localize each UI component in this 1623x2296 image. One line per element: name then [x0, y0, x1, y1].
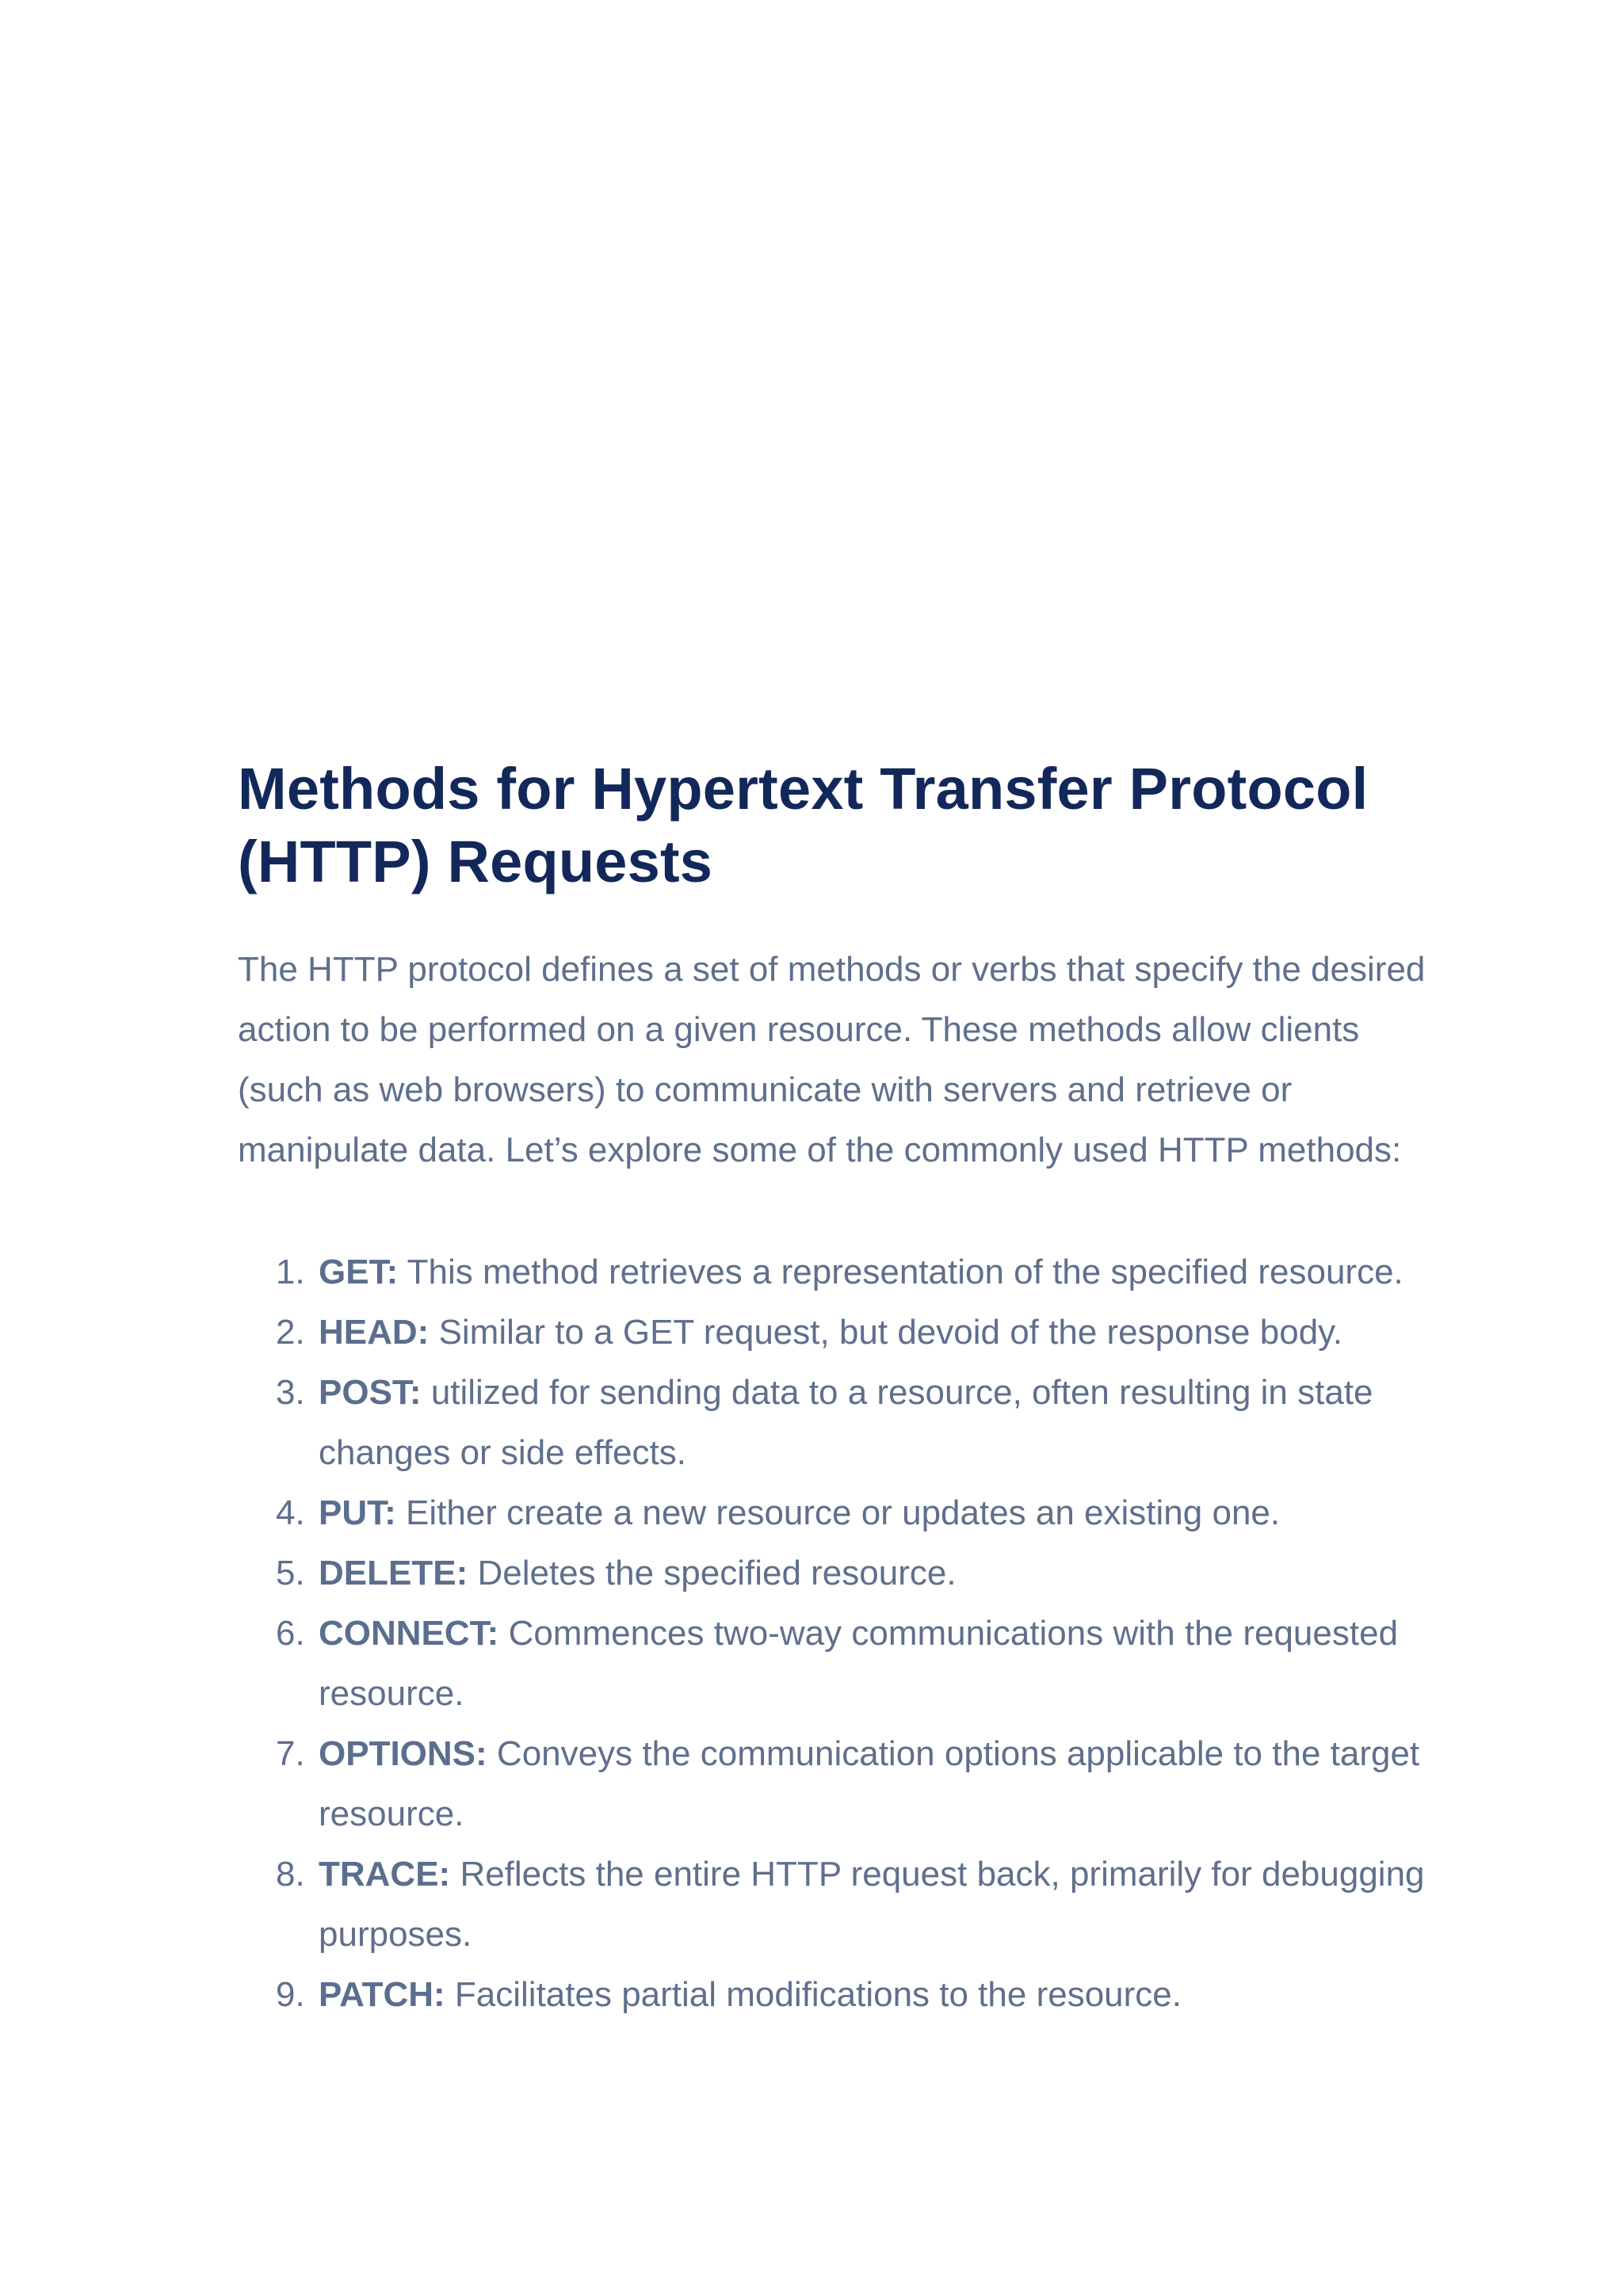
method-name-head: HEAD: — [319, 1313, 430, 1352]
http-method-item-connect — [238, 1604, 1460, 1724]
http-method-item-head — [238, 1302, 1460, 1363]
method-description-post: utilized for sending data to a resource, often resulting in state changes or side effects. — [319, 1373, 1373, 1472]
method-description-connect: Commences two-way communications with the requested resource. — [319, 1614, 1399, 1713]
http-method-item-post — [238, 1363, 1460, 1483]
method-name-put: PUT: — [319, 1493, 396, 1532]
method-name-trace: TRACE: — [319, 1855, 451, 1894]
list-item-number: 9. — [276, 1975, 305, 2014]
method-description-head: Similar to a GET request, but devoid of the response body. — [438, 1313, 1343, 1352]
list-item-number: 8. — [276, 1855, 305, 1894]
list-item-number: 5. — [276, 1554, 305, 1592]
method-description-put: Either create a new resource or updates an existing one. — [406, 1493, 1281, 1532]
list-item-number: 4. — [276, 1493, 305, 1532]
list-item-number: 2. — [276, 1313, 305, 1352]
http-method-item-patch — [238, 1965, 1460, 2025]
method-description-get: This method retrieves a representation of the specified resource. — [407, 1253, 1403, 1291]
method-description-patch: Facilitates partial modifications to the resource. — [454, 1975, 1182, 2014]
list-item-number: 1. — [276, 1253, 305, 1291]
list-item-number: 6. — [276, 1614, 305, 1653]
method-name-patch: PATCH: — [319, 1975, 445, 2014]
method-name-connect: CONNECT: — [319, 1614, 499, 1653]
list-item-number: 7. — [276, 1734, 305, 1773]
method-description-delete: Deletes the specified resource. — [477, 1554, 957, 1592]
http-method-item-put — [238, 1483, 1460, 1543]
method-name-get: GET: — [319, 1253, 399, 1291]
http-method-item-trace — [238, 1844, 1460, 1965]
article-content — [238, 753, 1442, 2025]
list-item-number: 3. — [276, 1373, 305, 1412]
method-name-options: OPTIONS: — [319, 1734, 487, 1773]
method-description-options: Conveys the communication options applicable to the target resource. — [319, 1734, 1420, 1833]
http-methods-list — [238, 1242, 1442, 2025]
method-description-trace: Reflects the entire HTTP request back, primarily for debugging purposes. — [319, 1855, 1425, 1954]
method-name-delete: DELETE: — [319, 1554, 468, 1592]
http-method-item-options — [238, 1724, 1460, 1844]
page-title: Methods for Hypertext Transfer Protocol (HTTP) Requests — [238, 756, 1369, 894]
http-method-item-get — [238, 1242, 1460, 1302]
http-method-item-delete — [238, 1543, 1460, 1604]
intro-paragraph: The HTTP protocol defines a set of methods or verbs that specify the desired action to be performed on a given resource. These methods allow clients (such as web browsers) to communicate with servers and retrieve or manipulate data. Let’s explore some of the commonly used HTTP methods: — [238, 950, 1426, 1169]
method-name-post: POST: — [319, 1373, 422, 1412]
